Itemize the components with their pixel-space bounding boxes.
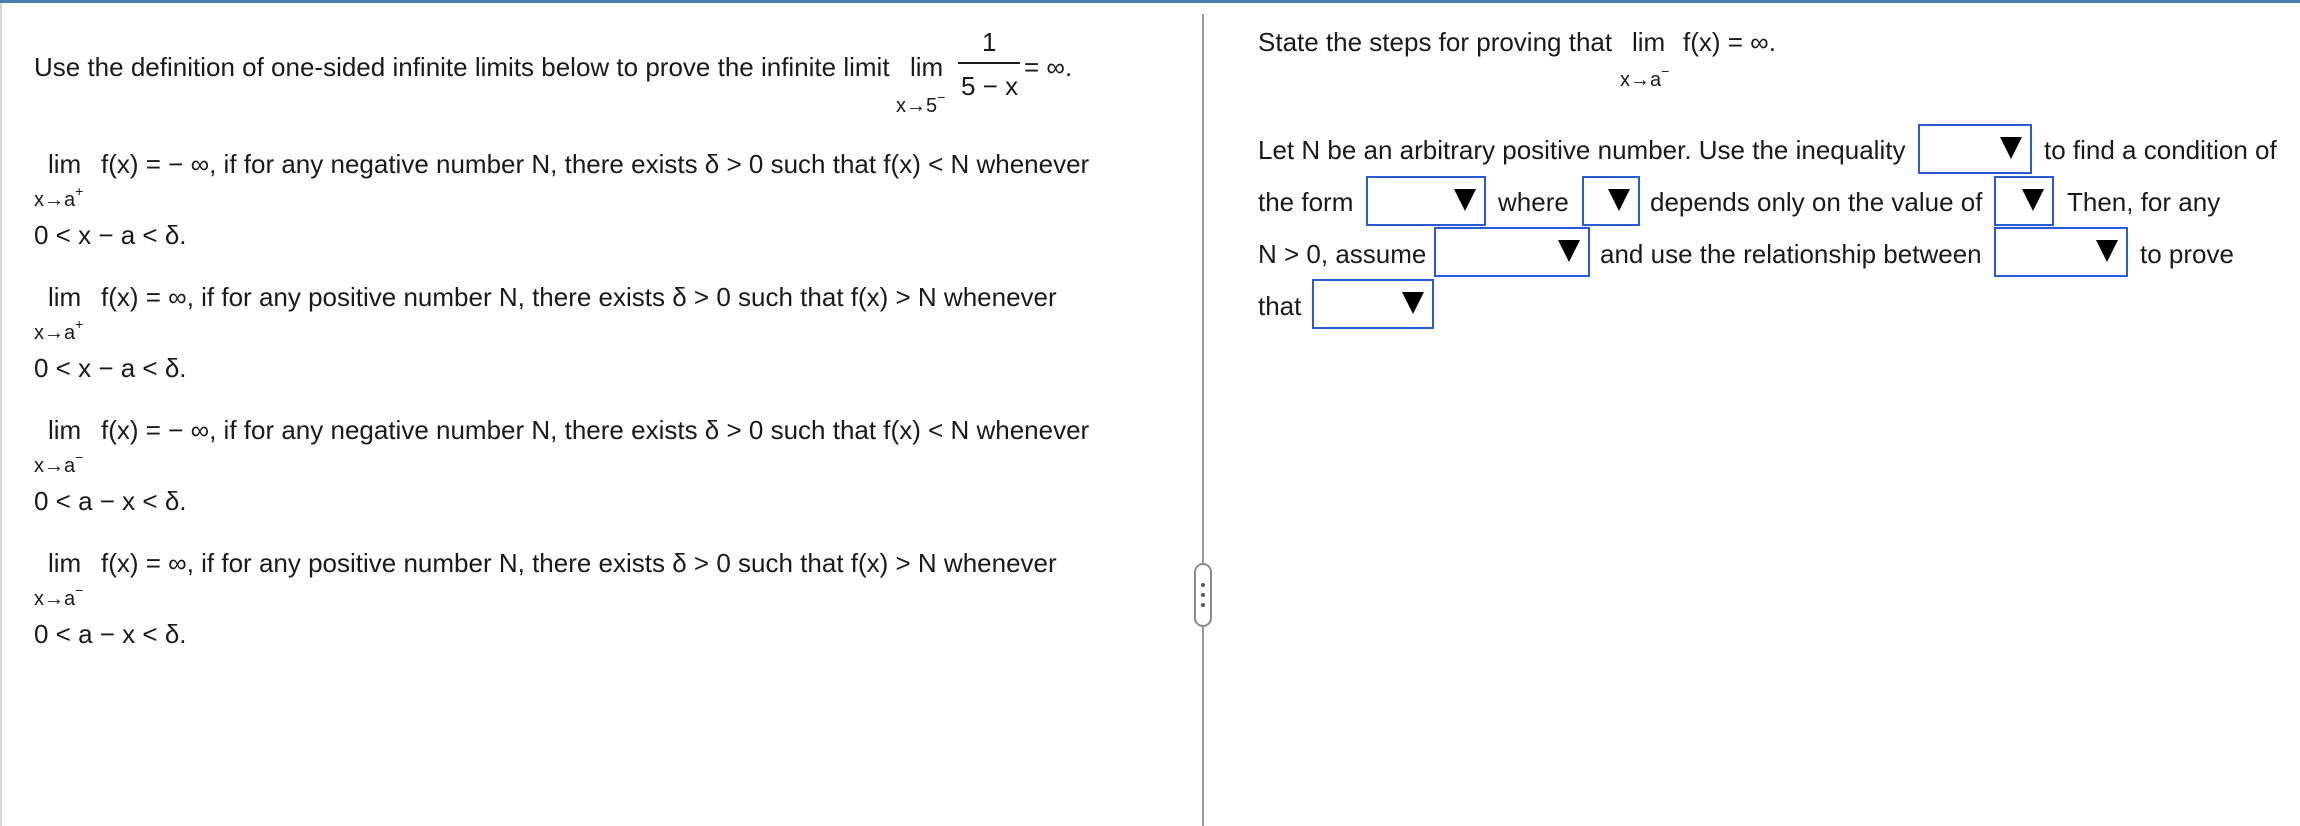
panel-divider[interactable]: [1202, 14, 1204, 826]
value-dropdown[interactable]: [1994, 176, 2054, 226]
step-text: Then, for any: [2067, 187, 2221, 217]
intro-text: Use the definition of one-sided infinite limits below to prove the infinite limit: [34, 52, 890, 82]
step-text: where: [1498, 187, 1569, 217]
problem-denominator: 5 − x: [961, 71, 1019, 101]
conclusion-dropdown[interactable]: [1312, 279, 1434, 329]
definition-lim-subscript: x→a−: [34, 582, 84, 610]
left-edge-border: [0, 3, 2, 826]
definition-condition: 0 < a − x < δ.: [34, 486, 187, 516]
step-text: depends only on the value of: [1650, 187, 1983, 217]
step-text: and use the relationship between: [1600, 239, 1982, 269]
problem-numerator: 1: [982, 27, 997, 57]
condition-form-dropdown[interactable]: [1366, 176, 1486, 226]
step-text: to prove: [2140, 239, 2234, 269]
top-accent-bar: [0, 0, 2300, 3]
definition-condition: 0 < x − a < δ.: [34, 220, 187, 250]
step-text: to find a condition of: [2044, 135, 2277, 165]
definition-condition: 0 < x − a < δ.: [34, 353, 187, 383]
fraction-bar: [958, 62, 1020, 64]
problem-result: = ∞.: [1024, 52, 1073, 82]
chevron-down-icon: [1454, 189, 1476, 211]
problem-lim: lim: [910, 52, 944, 82]
step-text: N > 0, assume: [1258, 239, 1427, 269]
prompt-text: State the steps for proving that: [1258, 27, 1613, 57]
chevron-down-icon: [2022, 189, 2044, 211]
step-text: the form: [1258, 187, 1354, 217]
prompt-lim: lim: [1632, 27, 1666, 57]
prompt-expr: f(x) = ∞.: [1683, 27, 1776, 57]
chevron-down-icon: [1608, 189, 1630, 211]
definition-lim: lim: [48, 282, 82, 312]
splitter-handle-icon[interactable]: [1194, 563, 1212, 627]
definition-lim-subscript: x→a+: [34, 316, 84, 344]
assumption-dropdown[interactable]: [1434, 227, 1590, 277]
definition-lim: lim: [48, 149, 82, 179]
step-text: that: [1258, 291, 1302, 321]
definition-lim: lim: [48, 548, 82, 578]
definition-text: f(x) = − ∞, if for any negative number N, there exists δ > 0 such that f(x) < N whenever: [101, 415, 1090, 445]
problem-lim-subscript: x→5−: [896, 89, 946, 117]
chevron-down-icon: [2000, 137, 2022, 159]
step-text: Let N be an arbitrary positive number. Use the inequality: [1258, 135, 1906, 165]
definition-condition: 0 < a − x < δ.: [34, 619, 187, 649]
definition-lim: lim: [48, 415, 82, 445]
relationship-dropdown[interactable]: [1994, 227, 2128, 277]
definition-text: f(x) = ∞, if for any positive number N, there exists δ > 0 such that f(x) > N whenever: [101, 548, 1057, 578]
definition-text: f(x) = ∞, if for any positive number N, there exists δ > 0 such that f(x) > N whenever: [101, 282, 1057, 312]
variable-dropdown[interactable]: [1582, 176, 1640, 226]
prompt-lim-subscript: x→a−: [1620, 63, 1670, 91]
definition-lim-subscript: x→a−: [34, 449, 84, 477]
definition-lim-subscript: x→a+: [34, 183, 84, 211]
chevron-down-icon: [1402, 292, 1424, 314]
inequality-dropdown[interactable]: [1918, 124, 2032, 174]
definition-text: f(x) = − ∞, if for any negative number N, there exists δ > 0 such that f(x) < N whenever: [101, 149, 1090, 179]
chevron-down-icon: [1558, 240, 1580, 262]
chevron-down-icon: [2096, 240, 2118, 262]
